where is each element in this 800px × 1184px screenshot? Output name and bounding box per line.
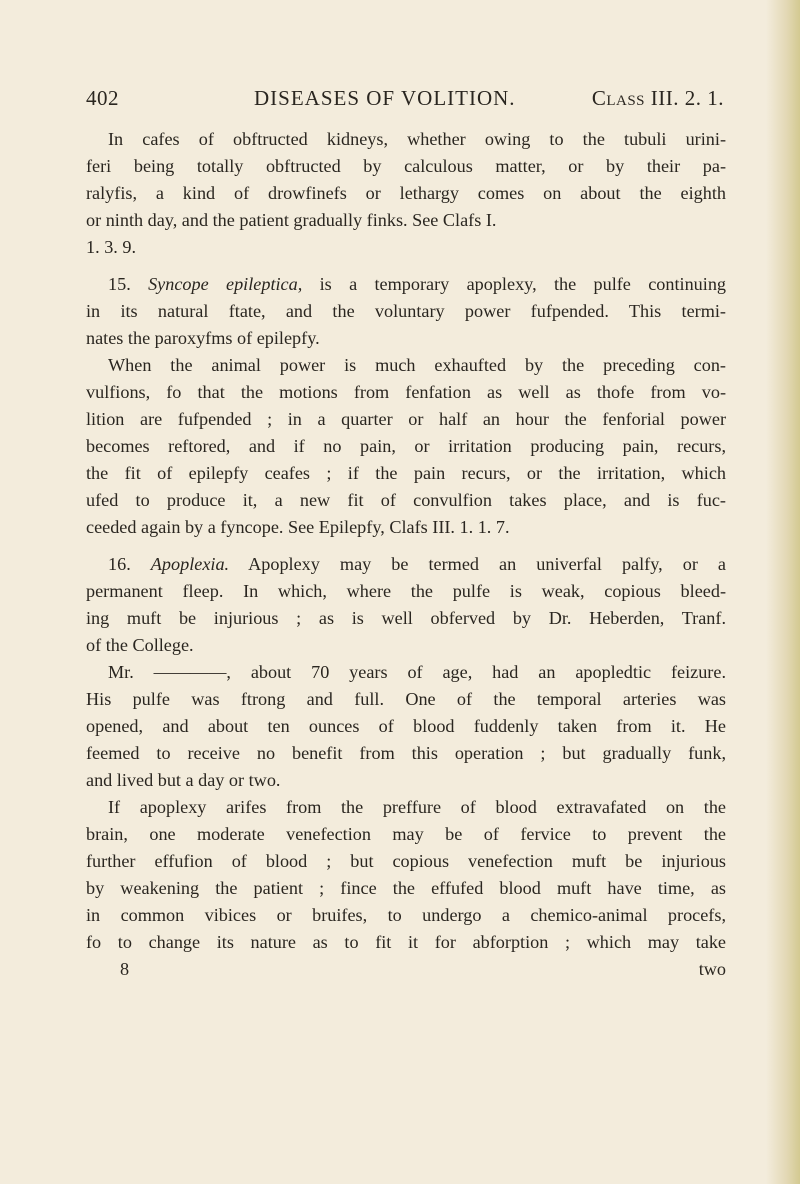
text-line: [86, 271, 726, 298]
text-line: lition are fufpended ; in a quarter or half an hour the fenforial power: [86, 409, 726, 429]
paragraph-apoplexia: [86, 551, 726, 659]
section-title: Apoplexia.: [150, 554, 230, 574]
text-line: nates the paroxyfms of epilepfy.: [86, 328, 320, 348]
paragraph-obstructed-kidneys: [86, 126, 726, 261]
text-line: ceeded again by a fyncope. See Epilepfy, Clafs III. 1. 1. 7.: [86, 517, 510, 537]
text-line: When the animal power is much exhaufted by the preceding con-: [108, 355, 726, 375]
body-text: [86, 126, 726, 983]
section-number: 16.: [108, 554, 131, 574]
text-line: or ninth day, and the patient gradually finks. See Clafs I.: [86, 210, 497, 230]
text-line: ufed to produce it, a new fit of convulfion takes place, and is fuc-: [86, 490, 726, 510]
text-run: is a temporary apoplexy, the pulfe continuing: [319, 274, 727, 294]
text-line: by weakening the patient ; fince the effufed blood muft have time, as: [86, 878, 726, 898]
text-line: in its natural ftate, and the voluntary power fufpended. This termi-: [86, 301, 726, 321]
text-line: and lived but a day or two.: [86, 770, 281, 790]
section-title: Syncope epileptica,: [148, 274, 303, 294]
signature-mark: 8: [120, 959, 130, 979]
text-line: [86, 551, 726, 578]
text-line: brain, one moderate venefection may be of fervice to prevent the: [86, 824, 726, 844]
running-title: DISEASES OF VOLITION.: [254, 86, 516, 110]
paragraph-case-mr: [86, 659, 726, 794]
text-line: vulfions, fo that the motions from fenfation as well as thofe from vo-: [86, 382, 726, 402]
class-label: Class III. 2. 1.: [591, 86, 724, 110]
catchword: two: [698, 959, 726, 979]
text-line: Mr. ————, about 70 years of age, had an apopledtic feizure.: [108, 662, 726, 682]
text-line: further effufion of blood ; but copious venefection muft be injurious: [86, 851, 726, 871]
text-line: His pulfe was ftrong and full. One of the temporal arteries was: [86, 689, 726, 709]
text-line: fo to change its nature as to fit it for abforption ; which may take: [86, 932, 726, 952]
text-line: in common vibices or bruifes, to undergo a chemico-animal procefs,: [86, 905, 726, 925]
text-line: 1. 3. 9.: [86, 237, 137, 257]
text-line: feri being totally obftructed by calculous matter, or by their pa-: [86, 156, 726, 176]
text-line: opened, and about ten ounces of blood fuddenly taken from it. He: [86, 716, 726, 736]
text-run: Apoplexy may be termed an univerfal palfy, or a: [248, 554, 727, 574]
text-line: becomes reftored, and if no pain, or irritation producing pain, recurs,: [86, 436, 726, 456]
text-line: If apoplexy arifes from the preffure of blood extravafated on the: [108, 797, 726, 817]
text-line: the fit of epilepfy ceafes ; if the pain recurs, or the irritation, which: [86, 463, 726, 483]
text-line: In cafes of obftructed kidneys, whether owing to the tubuli urini-: [108, 129, 726, 149]
text-line: feemed to receive no benefit from this operation ; but gradually funk,: [86, 743, 726, 763]
page-edge-discoloration: [766, 0, 800, 1184]
text-block: [86, 86, 726, 983]
text-line: of the College.: [86, 635, 194, 655]
text-line: permanent fleep. In which, where the pulfe is weak, copious bleed-: [86, 581, 726, 601]
page-number: 402: [86, 86, 119, 110]
running-head: [86, 86, 726, 112]
text-line: ing muft be injurious ; as is well obferved by Dr. Heberden, Tranf.: [86, 608, 726, 628]
page-footer: [86, 956, 726, 983]
paragraph-animal-power: [86, 352, 726, 541]
paragraph-extravasated-blood: [86, 794, 726, 956]
section-number: 15.: [108, 274, 131, 294]
paragraph-syncope-epileptica: [86, 271, 726, 352]
text-line: ralyfis, a kind of drowfinefs or lethargy comes on about the eighth: [86, 183, 726, 203]
